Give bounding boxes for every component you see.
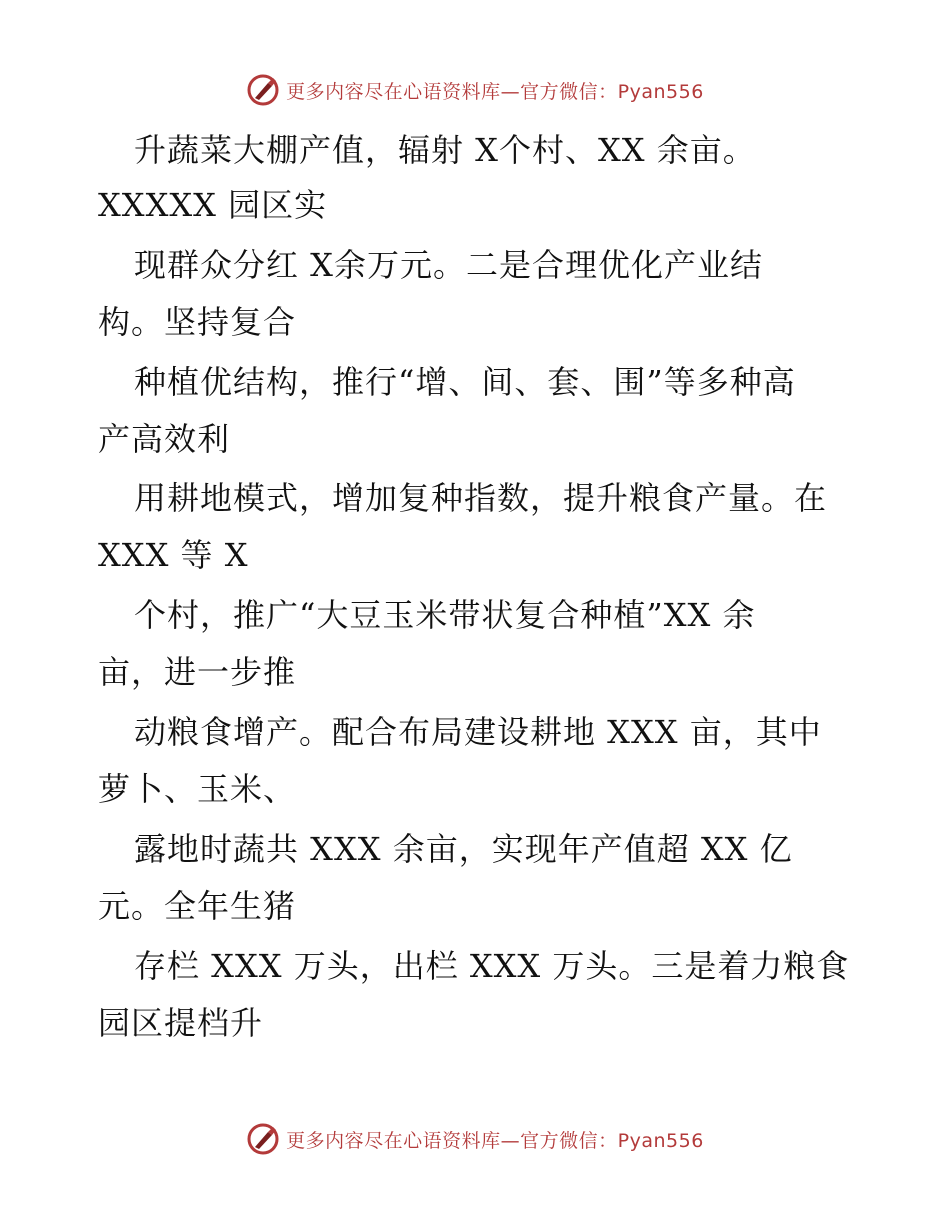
body-line: 种植优结构，推行“增、间、套、围”等多种高 [134,363,796,401]
body-line: 用耕地模式，增加复种指数，提升粮食产量。在 [134,479,828,517]
header-watermark-banner [0,70,950,110]
body-line: 构。坚持复合 [98,303,297,341]
body-line: 亩，进一步推 [98,653,297,691]
body-line: 个村，推广“大豆玉米带状复合种植”XX 余 [134,596,756,634]
body-line: 产高效利 [98,420,231,458]
body-line: 现群众分红 X余万元。二是合理优化产业结 [134,246,763,284]
footer-banner-text: 更多内容尽在心语资料库—官方微信：Pyan556 [286,1129,704,1152]
body-line: XXXXX 园区实 [98,186,328,224]
body-line: XXX 等 X [98,536,249,574]
body-line: 元。全年生猪 [98,887,297,925]
pen-logo-icon [246,73,280,107]
footer-watermark-banner [0,1119,950,1159]
body-line: 升蔬菜大棚产值，辐射 X个村、XX 余亩。 [134,131,756,169]
body-line: 动粮食增产。配合布局建设耕地 XXX 亩，其中 [134,713,822,751]
header-banner-text: 更多内容尽在心语资料库—官方微信：Pyan556 [286,80,704,103]
body-line: 露地时蔬共 XXX 余亩，实现年产值超 XX 亿 [134,830,793,868]
pen-logo-icon [246,1122,280,1156]
body-line: 存栏 XXX 万头，出栏 XXX 万头。三是着力粮食 [134,947,850,985]
body-line: 萝卜、玉米、 [98,770,297,808]
body-line: 园区提档升 [98,1004,264,1042]
